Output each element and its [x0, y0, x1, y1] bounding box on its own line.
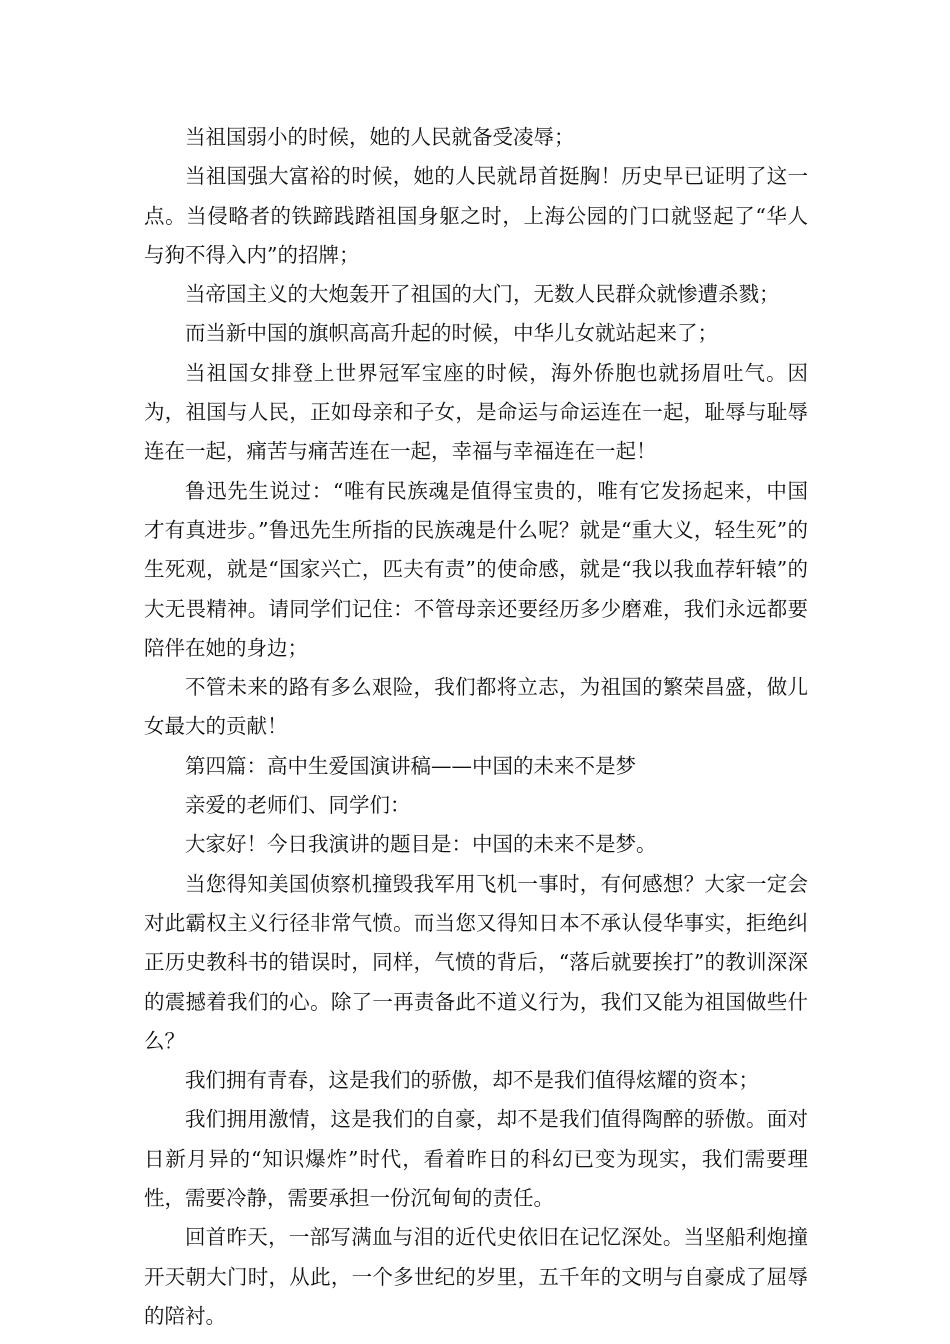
paragraph: 我们拥有青春，这是我们的骄傲，却不是我们值得炫耀的资本；: [185, 1068, 759, 1093]
paragraph: 而当新中国的旗帜高高升起的时候，中华儿女就站起来了；: [185, 321, 718, 346]
paragraph: 当帝国主义的大炮轰开了祖国的大门，无数人民群众就惨遭杀戮；: [185, 282, 780, 307]
paragraph: 我们拥用激情，这是我们的自豪，却不是我们值得陶醉的骄傲。面对日新月异的“知识爆炸”时代，看着昨日的科幻已变为现实，我们需要理性，需要冷静，需要承担一份沉甸甸的责任。: [144, 1107, 808, 1211]
document-body: [144, 118, 808, 1336]
paragraph: 大家好！今日我演讲的题目是：中国的未来不是梦。: [185, 832, 657, 857]
paragraph: 鲁迅先生说过：“唯有民族魂是值得宝贵的，唯有它发扬起来，中国才有真进步。”鲁迅先生所指的民族魂是什么呢？就是“重大义，轻生死”的生死观，就是“国家兴亡，匹夫有责”的使命感，就是“我以我血荐轩辕”的大无畏精神。请同学们记住：不管母亲还要经历多少磨难，我们永远都要陪伴在她的身边；: [144, 478, 808, 660]
paragraph: 当祖国强大富裕的时候，她的人民就昂首挺胸！历史早已证明了这一点。当侵略者的铁蹄践踏祖国身躯之时，上海公园的门口就竖起了“华人与狗不得入内”的招牌；: [144, 164, 808, 267]
paragraph: 不管未来的路有多么艰险，我们都将立志，为祖国的繁荣昌盛，做儿女最大的贡献！: [144, 675, 808, 739]
paragraph: 回首昨天，一部写满血与泪的近代史依旧在记忆深处。当坚船利炮撞开天朝大门时，从此，一个多世纪的岁里，五千年的文明与自豪成了屈辱的陪衬。: [144, 1225, 808, 1328]
paragraph: 当祖国弱小的时候，她的人民就备受凌辱；: [185, 125, 575, 149]
section-heading: 第四篇：高中生爱国演讲稿——中国的未来不是梦: [185, 753, 636, 778]
paragraph: 当您得知美国侦察机撞毁我军用飞机一事时，有何感想？大家一定会对此霸权主义行径非常气愤。而当您又得知日本不承认侵华事实，拒绝纠正历史教科书的错误时，同样，气愤的背后，“落后就要挨打”的教训深深的震撼着我们的心。除了一再责备此不道义行为，我们又能为祖国做些什么？: [144, 871, 808, 1053]
salutation: 亲爱的老师们、同学们：: [185, 793, 411, 818]
paragraph: 当祖国女排登上世界冠军宝座的时候，海外侨胞也就扬眉吐气。因为，祖国与人民，正如母亲和子女，是命运与命运连在一起，耻辱与耻辱连在一起，痛苦与痛苦连在一起，幸福与幸福连在一起！: [144, 360, 808, 464]
